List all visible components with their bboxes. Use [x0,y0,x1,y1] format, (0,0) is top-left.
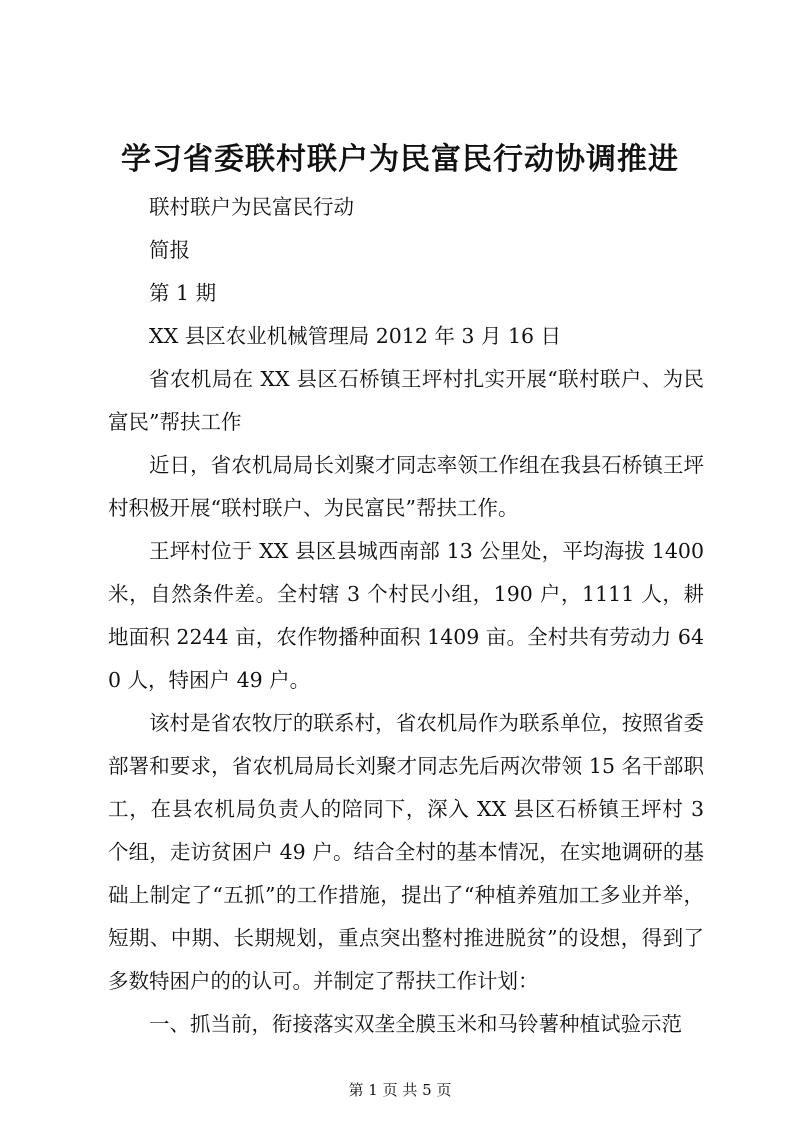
paragraph-measures: 该村是省农牧厅的联系村，省农机局作为联系单位，按照省委部署和要求，省农机局局长刘聚才同志先后两次带领 15 名干部职工，在县农机局负责人的陪同下，深入 XX 县区石桥镇王坪村 3 个组，走访贫困户 49 户。结合全村的基本情况，在实地调研的基础上制定了“五抓”的工作措施，提出了“种植养殖加工多业并举，短期、中期、长期规划，重点突出整村推进脱贫”的设想，得到了多数特困户的的认可。并制定了帮扶工作计划： [108,711,704,993]
document-title: 学习省委联村联户为民富民行动协调推进 [121,142,679,177]
paragraph-issue-number: 第 1 期 [149,281,217,305]
paragraph-headline: 省农机局在 XX 县区石桥镇王坪村扎实开展“联村联户、为民富民”帮扶工作 [108,367,704,434]
paragraph-intro: 近日，省农机局局长刘聚才同志率领工作组在我县石桥镇王坪村积极开展“联村联户、为民富民”帮扶工作。 [108,453,704,520]
paragraph-issuer-date: XX 县区农业机械管理局 2012 年 3 月 16 日 [149,324,562,348]
paragraph-subtitle: 联村联户为民富民行动 [149,195,354,219]
paragraph-village-profile: 王坪村位于 XX 县区县城西南部 13 公里处，平均海拔 1400 米，自然条件差。全村辖 3 个村民小组，190 户，1111 人，耕地面积 2244 亩，农作物播种面积 1409 亩。全村共有劳动力 640 人，特困户 49 户。 [108,539,704,692]
page-footer: 第 1 页 共 5 页 [348,1081,452,1099]
paragraph-item-one: 一、抓当前，衔接落实双垄全膜玉米和马铃薯种植试验示范 [149,1012,682,1036]
document-body [108,186,704,1046]
paragraph-briefing: 简报 [149,238,190,262]
